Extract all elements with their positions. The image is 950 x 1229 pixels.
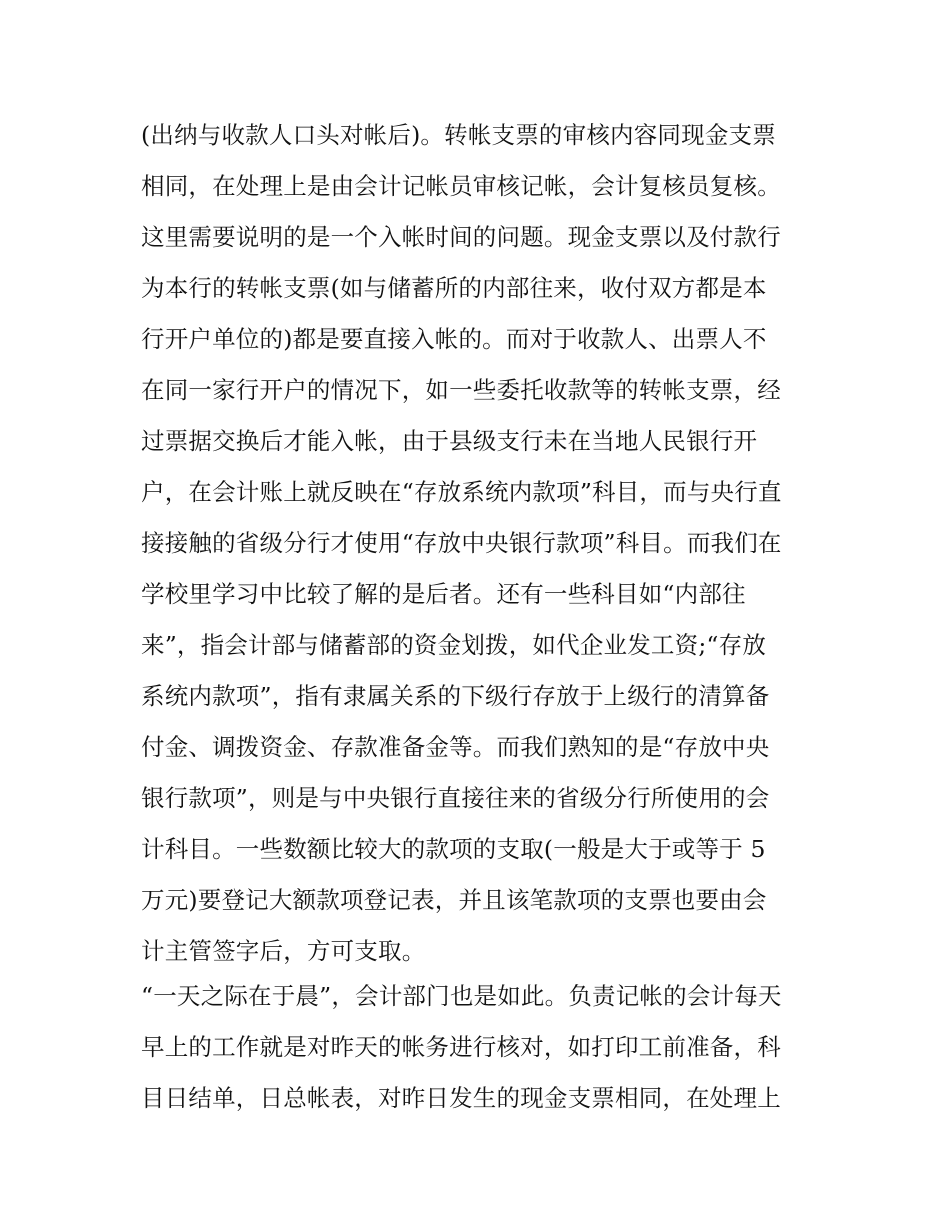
text-line: 目日结单，日总帐表，对昨日发生的现金支票相同，在处理上 bbox=[141, 1084, 781, 1112]
text-line: 行开户单位的)都是要直接入帐的。而对于收款人、出票人不 bbox=[141, 325, 767, 353]
text-line: (出纳与收款人口头对帐后)。转帐支票的审核内容同现金支票 bbox=[141, 121, 776, 149]
text-line: 学校里学习中比较了解的是后者。还有一些科目如“内部往 bbox=[141, 580, 746, 608]
text-line: 付金、调拨资金、存款准备金等。而我们熟知的是“存放中央 bbox=[141, 733, 770, 761]
text-line: 在同一家行开户的情况下，如一些委托收款等的转帐支票，经 bbox=[141, 376, 781, 404]
text-line: 系统内款项”，指有隶属关系的下级行存放于上级行的清算备 bbox=[141, 682, 770, 710]
text-line: “一天之际在于晨”，会计部门也是如此。负责记帐的会计每天 bbox=[141, 982, 782, 1010]
text-line: 为本行的转帐支票(如与储蓄所的内部往来，收付双方都是本 bbox=[141, 274, 767, 302]
text-line: 银行款项”，则是与中央银行直接往来的省级分行所使用的会 bbox=[141, 784, 770, 812]
text-line: 计科目。一些数额比较大的款项的支取(一般是大于或等于 5 bbox=[141, 835, 766, 863]
text-line: 计主管签字后，方可支取。 bbox=[141, 937, 426, 965]
text-line: 万元)要登记大额款项登记表，并且该笔款项的支票也要由会 bbox=[141, 886, 767, 914]
text-line: 相同，在处理上是由会计记帐员审核记帐，会计复核员复核。 bbox=[141, 172, 781, 200]
document-body bbox=[141, 110, 821, 1124]
text-line: 过票据交换后才能入帐，由于县级支行未在当地人民银行开 bbox=[141, 427, 758, 455]
text-line: 来”，指会计部与储蓄部的资金划拨，如代企业发工资;“存放 bbox=[141, 631, 767, 659]
text-line: 户，在会计账上就反映在“存放系统内款项”科目，而与央行直 bbox=[141, 478, 782, 506]
text-line: 接接触的省级分行才使用“存放中央银行款项”科目。而我们在 bbox=[141, 529, 782, 557]
text-line: 这里需要说明的是一个入帐时间的问题。现金支票以及付款行 bbox=[141, 223, 781, 251]
text-line: 早上的工作就是对昨天的帐务进行核对，如打印工前准备，科 bbox=[141, 1033, 781, 1061]
